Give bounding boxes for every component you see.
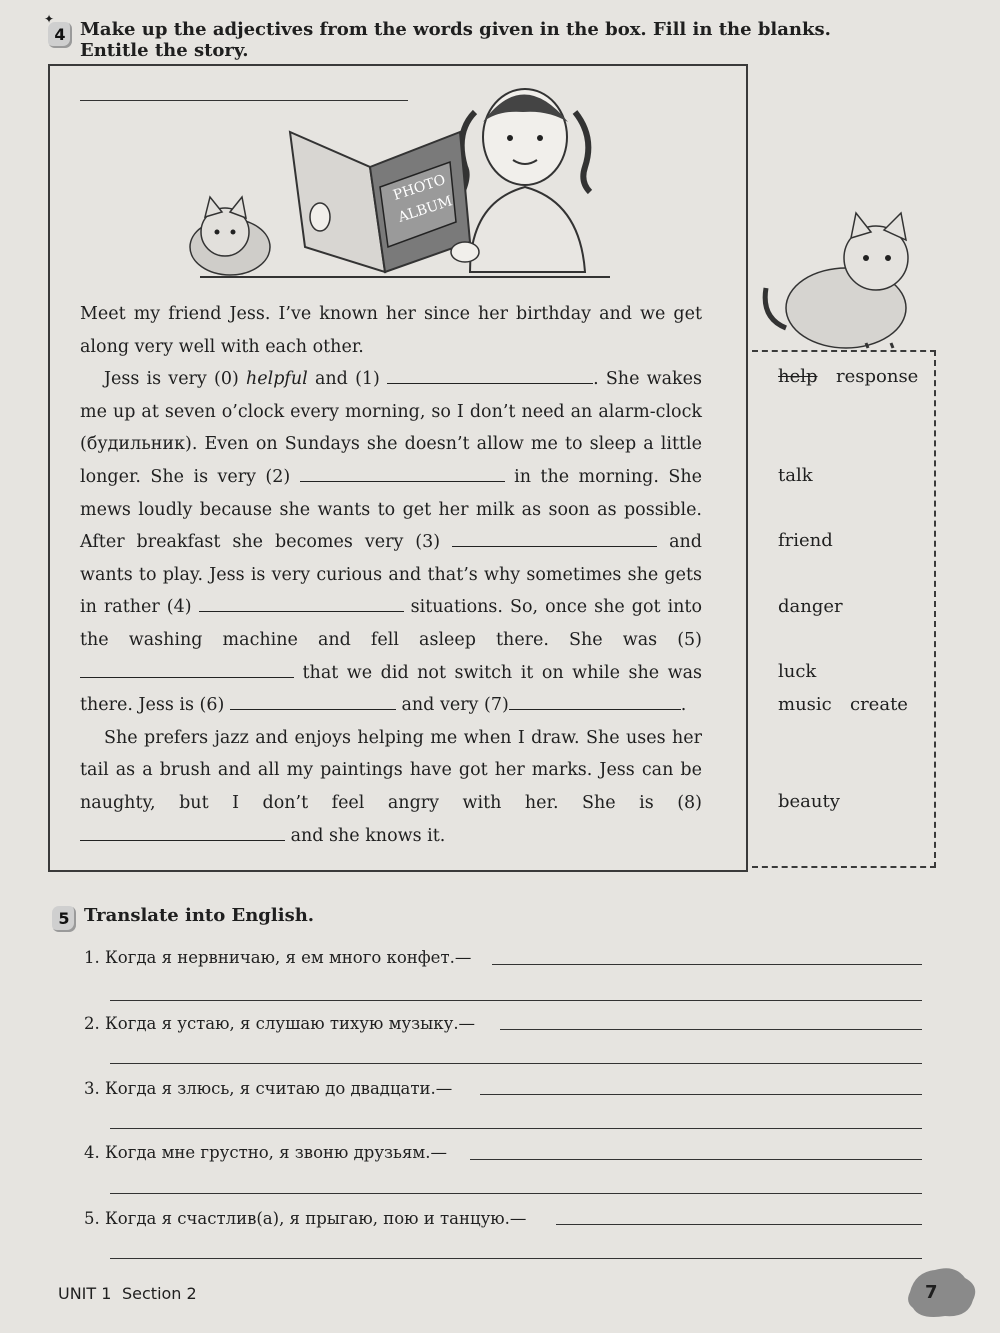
blank-7[interactable] — [509, 691, 681, 710]
word-danger: danger — [778, 596, 843, 617]
task-number-badge: 5 — [52, 906, 76, 932]
word-friend: friend — [778, 530, 833, 551]
example-answer: helpful — [245, 369, 308, 390]
answer-line[interactable] — [480, 1094, 922, 1095]
page-number-splash-icon — [900, 1262, 980, 1322]
story-text-segment: and wants to play. Jess is very curious and that’s why sometimes she gets in rather (4) — [80, 532, 702, 618]
word-luck: luck — [778, 661, 817, 682]
task-5-instruction: Translate into English. — [84, 905, 315, 926]
album-label-album: ALBUM — [396, 193, 455, 226]
story-text-segment: Jess is very (0) — [104, 369, 246, 390]
story-text-segment: . She wakes me up at seven o’clock every morning, so I don’t need an alarm-clock (будильник). Even on Sundays she doesn’t allow me to sleep a little longer. She is very (2) — [80, 369, 702, 487]
page-number: 7 — [925, 1282, 938, 1303]
answer-line[interactable] — [110, 1063, 922, 1064]
answer-line[interactable] — [556, 1224, 922, 1225]
cat-illustration — [756, 208, 926, 353]
blank-8[interactable] — [80, 822, 285, 841]
word-response: response — [836, 366, 919, 387]
answer-line[interactable] — [500, 1029, 922, 1030]
story-paragraph-3 — [80, 722, 702, 852]
story-text-segment: . — [680, 695, 687, 716]
story-text-segment: that we did not switch it on while she was there. Jess is (6) — [80, 662, 702, 716]
blank-4[interactable] — [199, 593, 404, 612]
task-4-instruction: Make up the adjectives from the words given in the box. Fill in the blanks. Entitle the story. — [80, 19, 831, 61]
translation-item-5: 5. Когда я счастлив(а), я прыгаю, пою и танцую.— — [84, 1209, 527, 1228]
task-5-header — [52, 906, 76, 932]
answer-line[interactable] — [110, 1258, 922, 1259]
translation-item-3: 3. Когда я злюсь, я считаю до двадцати.— — [84, 1079, 453, 1098]
footer-unit: UNIT 1 — [58, 1284, 112, 1303]
answer-line[interactable] — [492, 964, 922, 965]
album-label-photo: PHOTO — [391, 171, 448, 204]
blank-6[interactable] — [230, 691, 396, 710]
word-music: music — [778, 694, 832, 715]
story-text — [80, 298, 702, 852]
girl-with-photo-album-illustration — [180, 72, 620, 292]
story-text-segment: and very (7) — [395, 695, 509, 716]
answer-line[interactable] — [110, 1193, 922, 1194]
word-create: create — [850, 694, 908, 715]
answer-line[interactable] — [110, 1000, 922, 1001]
task-4-header — [44, 12, 72, 48]
story-text-segment: She prefers jazz and enjoys helping me when I draw. She uses her tail as a brush and all my paintings have got her marks. Jess can be naughty, but I don’t feel angry with her. She is (8) — [80, 727, 702, 813]
word-help-crossed: help — [778, 366, 818, 387]
story-paragraph-2 — [80, 363, 702, 722]
word-talk: talk — [778, 465, 813, 486]
star-icon: ✦ — [44, 12, 55, 26]
answer-line[interactable] — [110, 1128, 922, 1129]
translation-item-1: 1. Когда я нервничаю, я ем много конфет.— — [84, 948, 472, 967]
story-text-segment: in the morning. She mews loudly because she wants to get her milk as soon as possible. After breakfast she becomes very (3) — [80, 466, 702, 553]
blank-1[interactable] — [387, 365, 593, 384]
translation-item-2: 2. Когда я устаю, я слушаю тихую музыку.— — [84, 1014, 476, 1033]
translation-item-4: 4. Когда мне грустно, я звоню друзьям.— — [84, 1143, 448, 1162]
blank-2[interactable] — [300, 463, 505, 482]
answer-line[interactable] — [470, 1159, 922, 1160]
story-text-segment: and (1) — [307, 369, 388, 390]
footer-section: Section 2 — [122, 1284, 197, 1303]
story-paragraph-1: Meet my friend Jess. I’ve known her since her birthday and we get along very well with each other. — [80, 304, 702, 357]
story-text-segment: and she knows it. — [285, 825, 446, 846]
story-text-segment: situations. So, once she got into the washing machine and fell asleep there. She was (5) — [80, 597, 702, 650]
blank-5[interactable] — [80, 659, 294, 678]
word-beauty: beauty — [778, 791, 840, 812]
task-number-badge: 4 — [48, 22, 72, 48]
blank-3[interactable] — [452, 528, 657, 547]
